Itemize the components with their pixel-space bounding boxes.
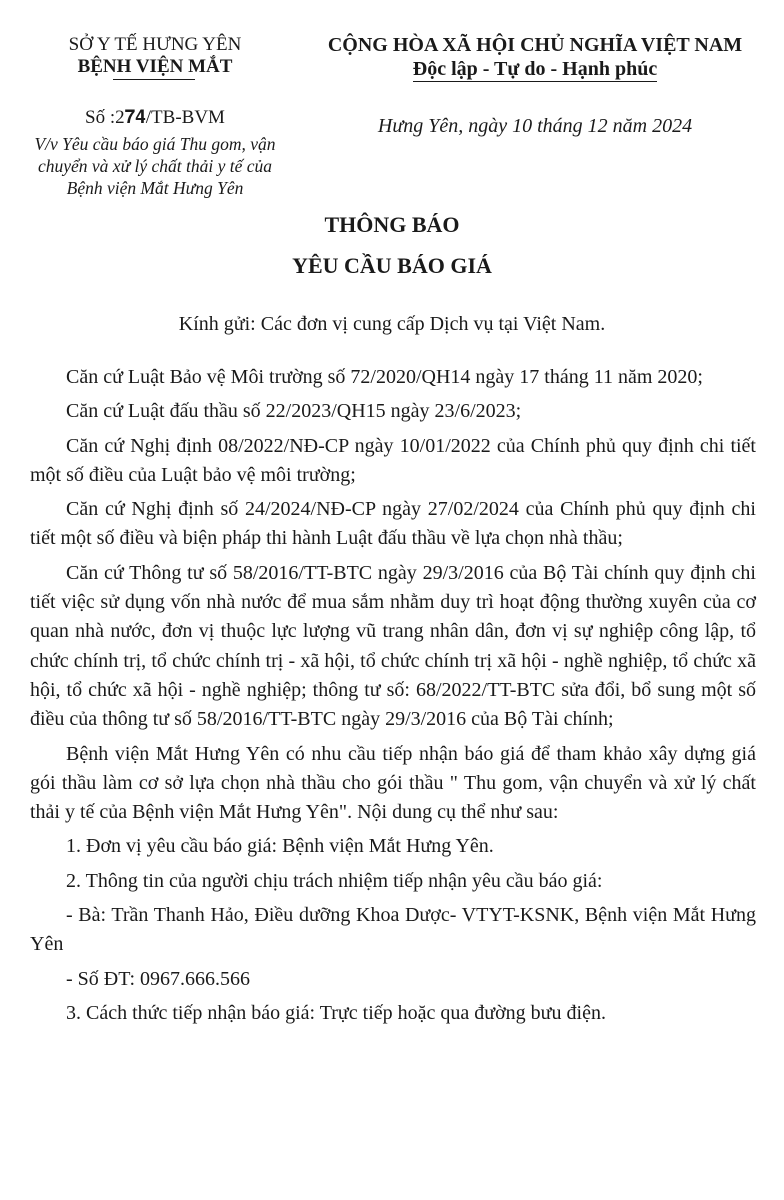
document-number: Số :2𝟕𝟒/TB-BVM: [85, 107, 225, 128]
paragraph-contact-person: - Bà: Trần Thanh Hảo, Điều dưỡng Khoa Dược- VTYT-KSNK, Bệnh viện Mắt Hưng Yên: [30, 904, 756, 956]
hospital-name: BỆNH VIỆN MẮT: [77, 56, 233, 77]
paragraph-legal-basis-4: Căn cứ Nghị định số 24/2024/NĐ-CP ngày 27/02/2024 của Chính phủ quy định chi tiết một số điều và biện pháp thi hành Luật đấu thầu về lựa chọn nhà thầu;: [30, 498, 756, 550]
hospital-underline: [113, 79, 195, 80]
paragraph-legal-basis-1: Căn cứ Luật Bảo vệ Môi trường số 72/2020/QH14 ngày 17 tháng 11 năm 2020;: [66, 366, 703, 388]
paragraph-request-intro: Bệnh viện Mắt Hưng Yên có nhu cầu tiếp nhận báo giá để tham khảo xây dựng giá gói thầu làm cơ sở lựa chọn nhà thầu cho gói thầu " Thu gom, vận chuyển và xử lý chất thải y tế của Bệnh viện Mắt Hưng Yên". Nội dung cụ thể như sau:: [30, 742, 756, 824]
motto-text: Độc lập - Tự do - Hạnh phúc: [412, 58, 658, 80]
paragraph-item-1: 1. Đơn vị yêu cầu báo giá: Bệnh viện Mắt Hưng Yên.: [66, 835, 494, 858]
document-title: THÔNG BÁO: [324, 212, 460, 237]
paragraph-item-3: 3. Cách thức tiếp nhận báo giá: Trực tiếp hoặc qua đường bưu điện.: [66, 1001, 606, 1024]
paragraph-legal-basis-3: Căn cứ Nghị định 08/2022/NĐ-CP ngày 10/01/2022 của Chính phủ quy định chi tiết một số điều của Luật bảo vệ môi trường;: [30, 434, 756, 486]
document-subtitle: YÊU CẦU BÁO GIÁ: [292, 253, 492, 278]
date-line: Hưng Yên, ngày 10 tháng 12 năm 2024: [377, 115, 693, 137]
paragraph-item-2: 2. Thông tin của người chịu trách nhiệm tiếp nhận yêu cầu báo giá:: [66, 869, 603, 892]
national-motto: [300, 58, 770, 81]
paragraph-legal-basis-5: Căn cứ Thông tư số 58/2016/TT-BTC ngày 29/3/2016 của Bộ Tài chính quy định chi tiết việc sử dụng vốn nhà nước để mua sắm nhằm duy trì hoạt động thường xuyên của cơ quan nhà nước, đơn vị thuộc lực lượng vũ trang nhân dân, đơn vị sự nghiệp công lập, tổ chức chính trị, tổ chức chính trị - xã hội, tổ chức chính trị xã hội - nghề nghiệp, tổ chức xã hội, tổ chức xã hội - nghề nghiệp; thông tư số: 68/2022/TT-BTC sửa đổi, bổ sung một số điều của thông tư số 58/2016/TT-BTC ngày 29/3/2016 của Bộ Tài chính;: [30, 561, 756, 731]
document-subject: V/v Yêu cầu báo giá Thu gom, vận chuyển và xử lý chất thải y tế của Bệnh viện Mắt Hưng Yên: [34, 134, 276, 198]
republic-heading: CỘNG HÒA XÃ HỘI CHỦ NGHĨA VIỆT NAM: [327, 34, 743, 56]
paragraph-contact-phone: - Số ĐT: 0967.666.566: [66, 967, 251, 990]
recipient-line: Kính gửi: Các đơn vị cung cấp Dịch vụ tại Việt Nam.: [178, 313, 606, 335]
document-body: [30, 363, 756, 1028]
agency-name: SỞ Y TẾ HƯNG YÊN: [68, 34, 242, 55]
paragraph-legal-basis-2: Căn cứ Luật đấu thầu số 22/2023/QH15 ngày 23/6/2023;: [66, 400, 522, 423]
